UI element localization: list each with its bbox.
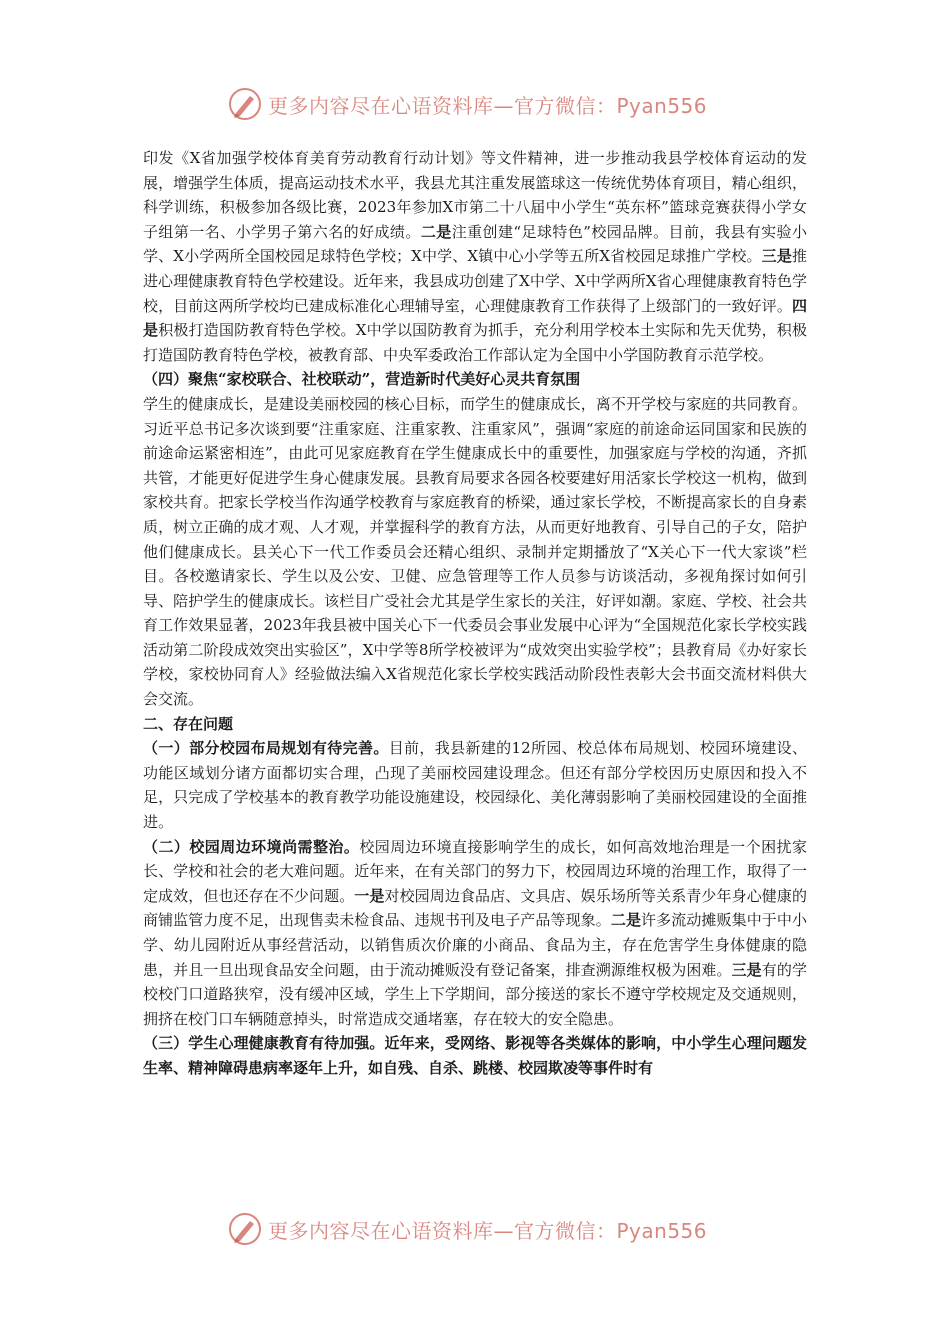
- paragraph: [143, 146, 807, 367]
- paragraph: [143, 736, 807, 834]
- paragraph-text: 校园周边环境直接影响学生的成长，如何高效地治理是一个困扰家长、学校和社会的老大难问题。近年来，在有关部门的努力下，校园周边环境的治理工作，取得了一定成效，但也还存在不少问题。: [143, 837, 807, 905]
- watermark-text: 更多内容尽在心语资料库—官方微信：Pyan556: [268, 1218, 708, 1243]
- paragraph: [143, 1031, 807, 1080]
- paragraph-text: 印发《X省加强学校体育美育劳动教育行动计划》等文件精神，进一步推动我县学校体育运动的发展，增强学生体质，提高运动技术水平，我县尤其注重发展篮球这一传统优势体育项目，精心组织，科学训练，积极参加各级比赛，2023年参加X市第二十八届中小学生“英东杯”篮球竞赛获得小学女子组第一名、小学男子第六名的好成绩。: [143, 149, 807, 241]
- bold-text: 三是: [731, 960, 762, 979]
- paragraph-text: 目前，我县新建的12所园、校总体布局规划、校园环境建设、功能区域划分诸方面都切实合理，凸现了美丽校园建设理念。但还有部分学校因历史原因和投入不足，只完成了学校基本的教育教学功能设施建设，校园绿化、美化薄弱影响了美丽校园建设的全面推进。: [143, 739, 807, 832]
- bold-text: （二）校园周边环境尚需整治。: [143, 837, 360, 856]
- paragraph-text: 许多流动摊贩集中于中小学、幼儿园附近从事经营活动，以销售质次价廉的小商品、食品为主，存在危害学生身体健康的隐患，并且一旦出现食品安全问题，由于流动摊贩没有登记备案，排查溯源维权极为困难。: [143, 911, 807, 979]
- pen-logo-icon: [228, 1212, 262, 1246]
- bold-text: 一是: [354, 886, 385, 905]
- bold-text: 二是: [610, 911, 642, 930]
- watermark-text: 更多内容尽在心语资料库—官方微信：Pyan556: [268, 93, 708, 118]
- bold-text: （一）部分校园布局规划有待完善。: [143, 739, 389, 758]
- paragraph-text: 注重创建“足球特色”校园品牌。目前，我县有实验小学、X小学两所全国校园足球特色学校；X中学、X镇中心小学等五所X省校园足球推广学校。: [143, 222, 807, 266]
- paragraph-text: 学生的健康成长，是建设美丽校园的核心目标，而学生的健康成长，离不开学校与家庭的共同教育。习近平总书记多次谈到要“注重家庭、注重家教、注重家风”，强调“家庭的前途命运同国家和民族的前途命运紧密相连”，由此可见家庭教育在学生健康成长中的重要性，加强家庭与学校的沟通，齐抓共管，才能更好促进学生身心健康发展。县教育局要求各园各校要建好用活家长学校这一机构，做到家校共育。把家长学校当作沟通学校教育与家庭教育的桥梁，通过家长学校，不断提高家长的自身素质，树立正确的成才观、人才观，并掌握科学的教育方法，从而更好地教育、引导自己的子女，陪护他们健康成长。县关心下一代工作委员会还精心组织、录制并定期播放了“X关心下一代大家谈”栏目。各校邀请家长、学生以及公安、卫健、应急管理等工作人员参与访谈活动，多视角探讨如何引导、陪护学生的健康成长。该栏目广受社会尤其是学生家长的关注，好评如潮。家庭、学校、社会共育工作效果显著，2023年我县被中国关心下一代委员会事业发展中心评为“全国规范化家长学校实践活动第二阶段成效突出实验区”，X中学等8所学校被评为“成效突出实验学校”；县教育局《办好家长学校，家校协同育人》经验做法编入X省规范化家长学校实践活动阶段性表彰大会书面交流材料供大会交流。: [143, 394, 807, 709]
- paragraph-text: 有的学校校门口道路狭窄，没有缓冲区域，学生上下学期间，部分接送的家长不遵守学校规定及交通规则，拥挤在校门口车辆随意掉头，时常造成交通堵塞，存在较大的安全隐患。: [143, 960, 807, 1028]
- header-watermark: [228, 84, 707, 124]
- document-body: [143, 146, 807, 1081]
- paragraph-text: 积极打造国防教育特色学校。X中学以国防教育为抓手，充分利用学校本土实际和先天优势，积极打造国防教育特色学校，被教育部、中央军委政治工作部认定为全国中小学国防教育示范学校。: [143, 321, 807, 364]
- bold-text: （三）学生心理健康教育有待加强。近年来，受网络、影视等各类媒体的影响，中小学生心理问题发生率、精神障碍患病率逐年上升，如自残、自杀、跳楼、校园欺凌等事件时有: [143, 1034, 807, 1077]
- bold-text: （四）聚焦“家校联合、社校联动”，营造新时代美好心灵共育氛围: [143, 370, 581, 389]
- section-heading: [143, 712, 807, 737]
- footer-watermark: [228, 1209, 707, 1249]
- section-heading: [143, 367, 807, 392]
- paragraph-text: 对校园周边食品店、文具店、娱乐场所等关系青少年身心健康的商铺监管力度不足，出现售卖未检食品、违规书刊及电子产品等现象。: [143, 886, 807, 930]
- bold-text: 三是: [761, 247, 792, 266]
- pen-logo-icon: [228, 87, 262, 121]
- bold-text: 二是: [420, 222, 452, 241]
- paragraph: [143, 392, 807, 712]
- paragraph: [143, 835, 807, 1032]
- bold-text: 二、存在问题: [143, 714, 234, 733]
- bold-text: 四是: [143, 296, 807, 340]
- paragraph-text: 推进心理健康教育特色学校建设。近年来，我县成功创建了X中学、X中学两所X省心理健康教育特色学校，目前这两所学校均已建成标准化心理辅导室，心理健康教育工作获得了上级部门的一致好评。: [143, 247, 807, 315]
